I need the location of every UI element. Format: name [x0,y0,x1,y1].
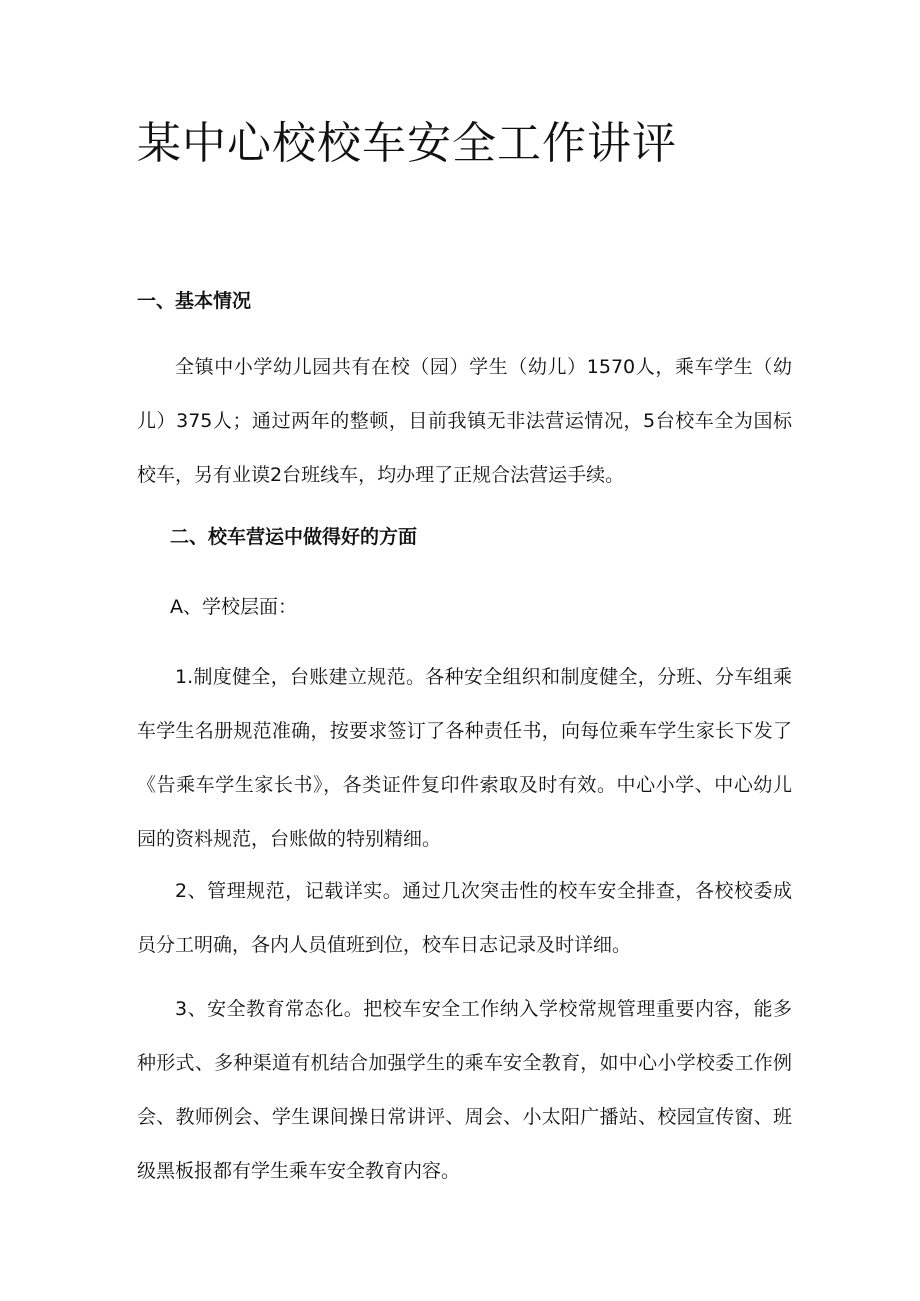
paragraph-item-1: 1.制度健全，台账建立规范。各种安全组织和制度健全，分班、分车组乘车学生名册规范准确，按要求签订了各种责任书，向每位乘车学生家长下发了《告乘车学生家长书》，各类证件复印件索取及时有效。中心小学、中心幼儿园的资料规范，台账做的特别精细。 [137,666,792,850]
document-title: 某中心校校车安全工作讲评 [137,118,677,169]
paragraph-item-2: 2、管理规范，记载详实。通过几次突击性的校车安全排查，各校校委成员分工明确，各内人员值班到位，校车日志记录及时详细。 [137,880,792,956]
paragraph-item-3: 3、安全教育常态化。把校车安全工作纳入学校常规管理重要内容，能多种形式、多种渠道有机结合加强学生的乘车安全教育，如中心小学校委工作例会、教师例会、学生课间操日常讲评、周会、小太阳广播站、校园宣传窗、班级黑板报都有学生乘车安全教育内容。 [137,998,792,1182]
section-heading-basic-info: 一、基本情况 [137,290,252,312]
paragraph-basic-info: 全镇中小学幼儿园共有在校（园）学生（幼儿）1570人，乘车学生（幼儿）375人；通过两年的整顿，目前我镇无非法营运情况，5台校车全为国标校车，另有业谟2台班线车，均办理了正规合法营运手续。 [137,356,792,486]
section-heading-good-practices: 二、校车营运中做得好的方面 [170,526,418,548]
subheading-school-level: A、学校层面： [170,596,297,618]
